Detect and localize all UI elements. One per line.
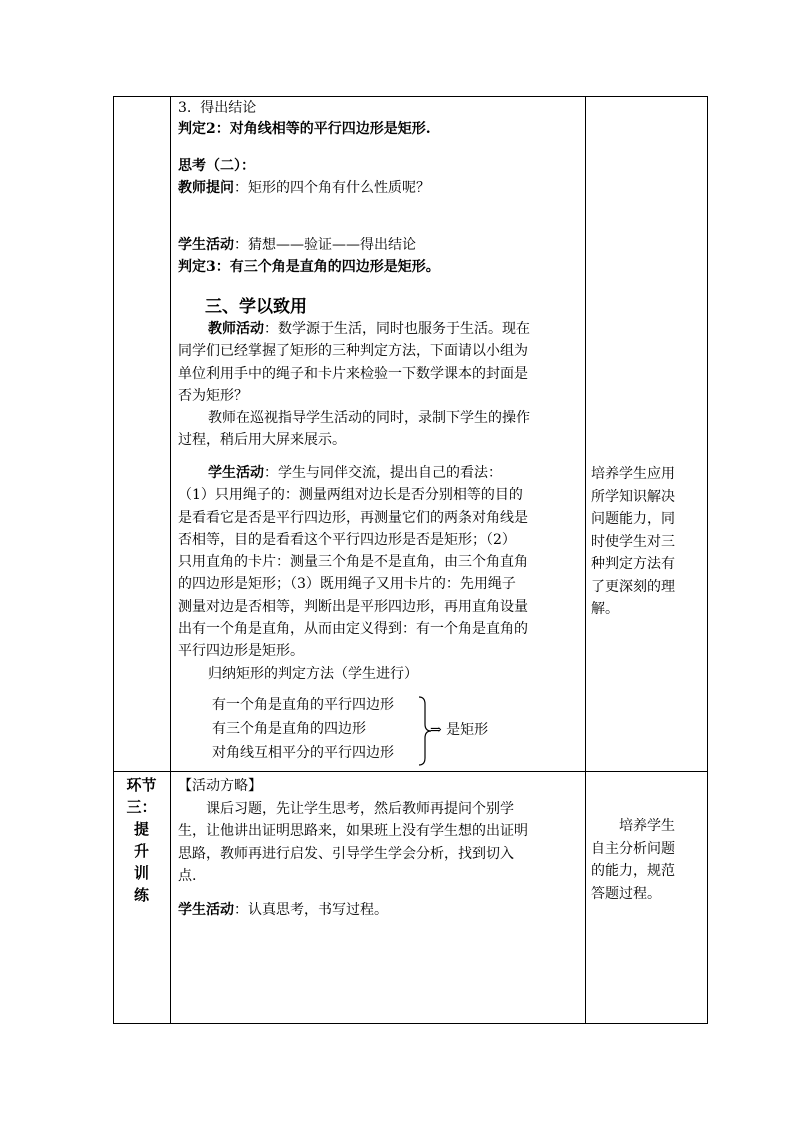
stage-label-line-5: 训 (133, 864, 149, 882)
purpose-1-line-7: 解。 (591, 601, 619, 617)
section-3-title: 三、学以致用 (205, 297, 307, 317)
student-activity-first: ：学生与同伴交流，提出自己的看法： (264, 465, 502, 481)
stage-label-line-2: 三： (126, 798, 157, 816)
student-activity-guess (178, 234, 416, 256)
teacher-question-label: 教师提问 (178, 180, 234, 196)
strategy-line-4: 点. (178, 867, 197, 884)
student-activity-line-4: 只用直角的卡片：测量三个角是不是直角，由三个角直角 (178, 554, 528, 571)
student-activity-line-5: 的四边形是矩形；（3）既用绳子又用卡片的：先用绳子 (178, 576, 516, 593)
student-activity-line-7: 出有一个角是直角，从而由定义得到：有一个角是直角的 (178, 621, 528, 638)
teacher-activity-paragraph (178, 318, 576, 452)
teacher-activity-line-1: ：数学源于生活，同时也服务于生活。现在 (264, 321, 530, 337)
teacher-activity-line-2: 同学们已经掌握了矩形的三种判定方法，下面请以小组为 (178, 343, 528, 360)
teacher-question (178, 177, 430, 199)
judgement-2: 判定2：对角线相等的平行四边形是矩形. (178, 121, 431, 137)
condition-2: 有三个角是直角的四边形 (212, 721, 366, 737)
column-divider-2 (585, 97, 586, 1023)
student-activity-line-3: 否相等，目的是看看这个平行四边形是否是矩形；（2） (178, 531, 516, 548)
student-activity-line-2: 是看看它是否是平行四边形，再测量它们的两条对角线是 (178, 509, 528, 526)
stage-label-line-1: 环节 (126, 776, 157, 794)
teacher-patrol-line-1: 教师在巡视指导学生活动的同时，录制下学生的操作 (208, 410, 530, 427)
purpose-1-line-4: 时使学生对三 (591, 533, 675, 550)
summary-line: 归纳矩形的判定方法（学生进行） (208, 665, 418, 682)
strategy-line-2: 生，让他讲出证明思路来，如果班上没有学生想的出证明 (178, 823, 528, 840)
purpose-2-line-2: 自主分析问题 (591, 840, 675, 857)
purpose-1-line-3: 问题能力，同 (591, 511, 675, 527)
purpose-2-line-3: 的能力，规范 (591, 863, 675, 879)
student-activity-row2-text: ：认真思考，书写过程。 (234, 902, 388, 918)
purpose-2-line-1: 培养学生 (619, 818, 675, 834)
purpose-1-line-5: 种判定方法有 (591, 556, 675, 572)
teacher-patrol-line-2: 过程，稍后用大屏来展示。 (178, 432, 346, 449)
student-activity-line-8: 平行四边形是矩形。 (178, 643, 304, 660)
strategy-paragraph (178, 798, 576, 887)
strategy-line-1: 课后习题，先让学生思考，然后教师再提问个别学 (206, 801, 514, 817)
condition-1: 有一个角是直角的平行四边形 (212, 697, 394, 713)
conclusion-rectangle: ⇒ 是矩形 (430, 722, 489, 738)
teacher-activity-line-3: 单位利用手中的绳子和卡片来检验一下数学课本的封面是 (178, 365, 528, 382)
stage-label-line-4: 升 (133, 842, 149, 860)
stage-label-line-3: 提 (133, 820, 149, 838)
strategy-line-3: 思路，教师再进行启发、引导学生学会分析，找到切入 (178, 845, 514, 862)
condition-3: 对角线互相平分的平行四边形 (212, 745, 394, 761)
purpose-1-line-2: 所学知识解决 (591, 488, 675, 505)
student-activity-label-2: 学生活动 (208, 465, 264, 481)
column-divider-1 (170, 97, 171, 1023)
student-activity-line-1: （1）只用绳子的：测量两组对边长是否分别相等的目的 (178, 487, 523, 504)
teacher-activity-line-4: 否为矩形？ (178, 387, 248, 404)
student-activity-row2 (178, 899, 388, 921)
student-activity-text: ：猜想——验证——得出结论 (234, 237, 416, 253)
stage-label (114, 774, 169, 906)
row-divider (114, 771, 707, 772)
purpose-1 (591, 463, 703, 621)
purpose-1-line-6: 了更深刻的理 (591, 578, 675, 595)
teacher-activity-label: 教师活动 (208, 321, 264, 337)
purpose-1-line-1: 培养学生应用 (591, 466, 675, 482)
strategy-title: 【活动方略】 (178, 778, 262, 794)
student-activity-line-6: 测量对边是否相等，判断出是平形四边形，再用直角设量 (178, 598, 528, 615)
teacher-question-text: ：矩形的四个角有什么性质呢？ (234, 180, 430, 196)
purpose-2-line-4: 答题过程。 (591, 885, 661, 902)
purpose-2 (591, 815, 703, 905)
think-2-title: 思考（二）： (178, 158, 255, 174)
student-activity-label: 学生活动 (178, 237, 234, 253)
student-activity-row2-label: 学生活动 (178, 902, 234, 918)
student-activity-paragraph (178, 462, 576, 685)
judgement-3: 判定3：有三个角是直角的四边形是矩形。 (178, 259, 440, 275)
stage-label-line-6: 练 (133, 886, 149, 904)
step-3-heading: 3. 得出结论 (178, 100, 257, 116)
